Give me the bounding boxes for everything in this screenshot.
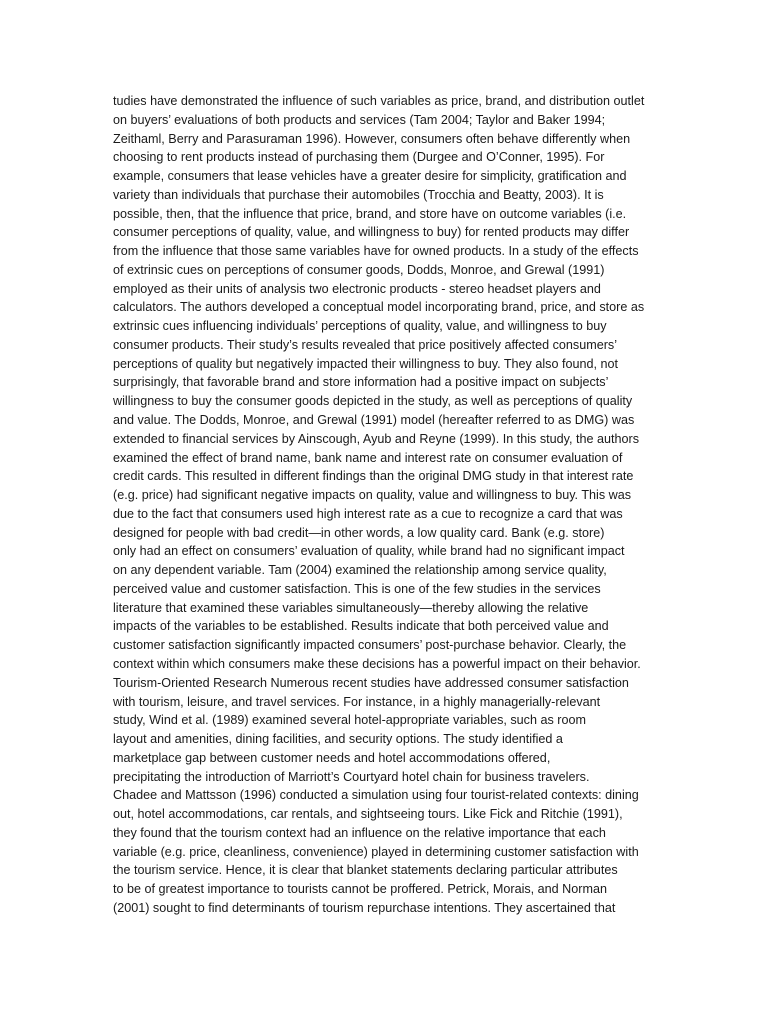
text-line: perceived value and customer satisfaction. This is one of the few studies in the services [113, 581, 601, 596]
text-line: possible, then, that the influence that price, brand, and store have on outcome variables (i.e. [113, 206, 627, 221]
text-line: Chadee and Mattsson (1996) conducted a simulation using four tourist-related contexts: dining [113, 788, 639, 803]
text-line: variety than individuals that purchase their automobiles (Trocchia and Beatty, 2003). It is [113, 187, 604, 202]
body-text [113, 92, 653, 918]
text-line: (e.g. price) had significant negative impacts on quality, value and willingness to buy. This was [113, 488, 632, 503]
text-line: layout and amenities, dining facilities, and security options. The study identified a [113, 732, 563, 747]
text-line: Tourism-Oriented Research Numerous recent studies have addressed consumer satisfaction [113, 675, 629, 690]
text-line: examined the effect of brand name, bank name and interest rate on consumer evaluation of [113, 450, 623, 465]
text-line: extrinsic cues influencing individuals’ perceptions of quality, value, and willingness to buy [113, 319, 607, 334]
text-line: study, Wind et al. (1989) examined several hotel-appropriate variables, such as room [113, 713, 586, 728]
text-line: impacts of the variables to be established. Results indicate that both perceived value and [113, 619, 609, 634]
text-line: willingness to buy the consumer goods depicted in the study, as well as perceptions of quality [113, 394, 633, 409]
text-line: of extrinsic cues on perceptions of consumer goods, Dodds, Monroe, and Grewal (1991) [113, 262, 605, 277]
text-line: on buyers’ evaluations of both products and services (Tam 2004; Taylor and Baker 1994; [113, 112, 606, 127]
text-line: tudies have demonstrated the influence of such variables as price, brand, and distribution outlet [113, 94, 645, 108]
text-line: out, hotel accommodations, car rentals, and sightseeing tours. Like Fick and Ritchie (1991), [113, 807, 623, 822]
text-line: precipitating the introduction of Marriott’s Courtyard hotel chain for business travelers. [113, 769, 590, 784]
text-line: Zeithaml, Berry and Parasuraman 1996). However, consumers often behave differently when [113, 131, 631, 146]
text-line: surprisingly, that favorable brand and store information had a positive impact on subjects’ [113, 375, 609, 390]
text-line: to be of greatest importance to tourists cannot be proffered. Petrick, Morais, and Norman [113, 882, 607, 897]
text-line: example, consumers that lease vehicles have a greater desire for simplicity, gratification and [113, 169, 627, 184]
text-line: (2001) sought to find determinants of tourism repurchase intentions. They ascertained that [113, 900, 616, 915]
text-line: designed for people with bad credit—in other words, a low quality card. Bank (e.g. store) [113, 525, 605, 540]
text-line: the tourism service. Hence, it is clear that blanket statements declaring particular attributes [113, 863, 618, 878]
text-line: they found that the tourism context had an influence on the relative importance that each [113, 825, 606, 840]
text-line: context within which consumers make these decisions has a powerful impact on their behavior. [113, 656, 641, 671]
text-line: on any dependent variable. Tam (2004) examined the relationship among service quality, [113, 563, 607, 578]
text-line: with tourism, leisure, and travel services. For instance, in a highly managerially-relevant [113, 694, 601, 709]
text-line: credit cards. This resulted in different findings than the original DMG study in that interest rate [113, 469, 634, 484]
text-line: employed as their units of analysis two electronic products - stereo headset players and [113, 281, 601, 296]
text-line: customer satisfaction significantly impacted consumers’ post-purchase behavior. Clearly, the [113, 638, 627, 653]
text-line: and value. The Dodds, Monroe, and Grewal (1991) model (hereafter referred to as DMG) was [113, 413, 635, 428]
text-line: marketplace gap between customer needs and hotel accommodations offered, [113, 750, 551, 765]
text-line: perceptions of quality but negatively impacted their willingness to buy. They also found, not [113, 356, 618, 371]
text-line: from the influence that those same variables have for owned products. In a study of the effects [113, 244, 639, 259]
text-line: only had an effect on consumers’ evaluation of quality, while brand had no significant impact [113, 544, 625, 559]
text-line: literature that examined these variables simultaneously—thereby allowing the relative [113, 600, 589, 615]
text-line: consumer perceptions of quality, value, and willingness to buy) for rented products may differ [113, 225, 630, 240]
text-line: due to the fact that consumers used high interest rate as a cue to recognize a card that was [113, 506, 623, 521]
text-line: extended to financial services by Ainscough, Ayub and Reyne (1999). In this study, the authors [113, 431, 639, 446]
text-line: variable (e.g. price, cleanliness, convenience) played in determining customer satisfaction with [113, 844, 639, 859]
text-line: choosing to rent products instead of purchasing them (Durgee and O’Conner, 1995). For [113, 150, 605, 165]
text-line: consumer products. Their study’s results revealed that price positively affected consumers’ [113, 337, 617, 352]
text-line: calculators. The authors developed a conceptual model incorporating brand, price, and store as [113, 300, 645, 315]
